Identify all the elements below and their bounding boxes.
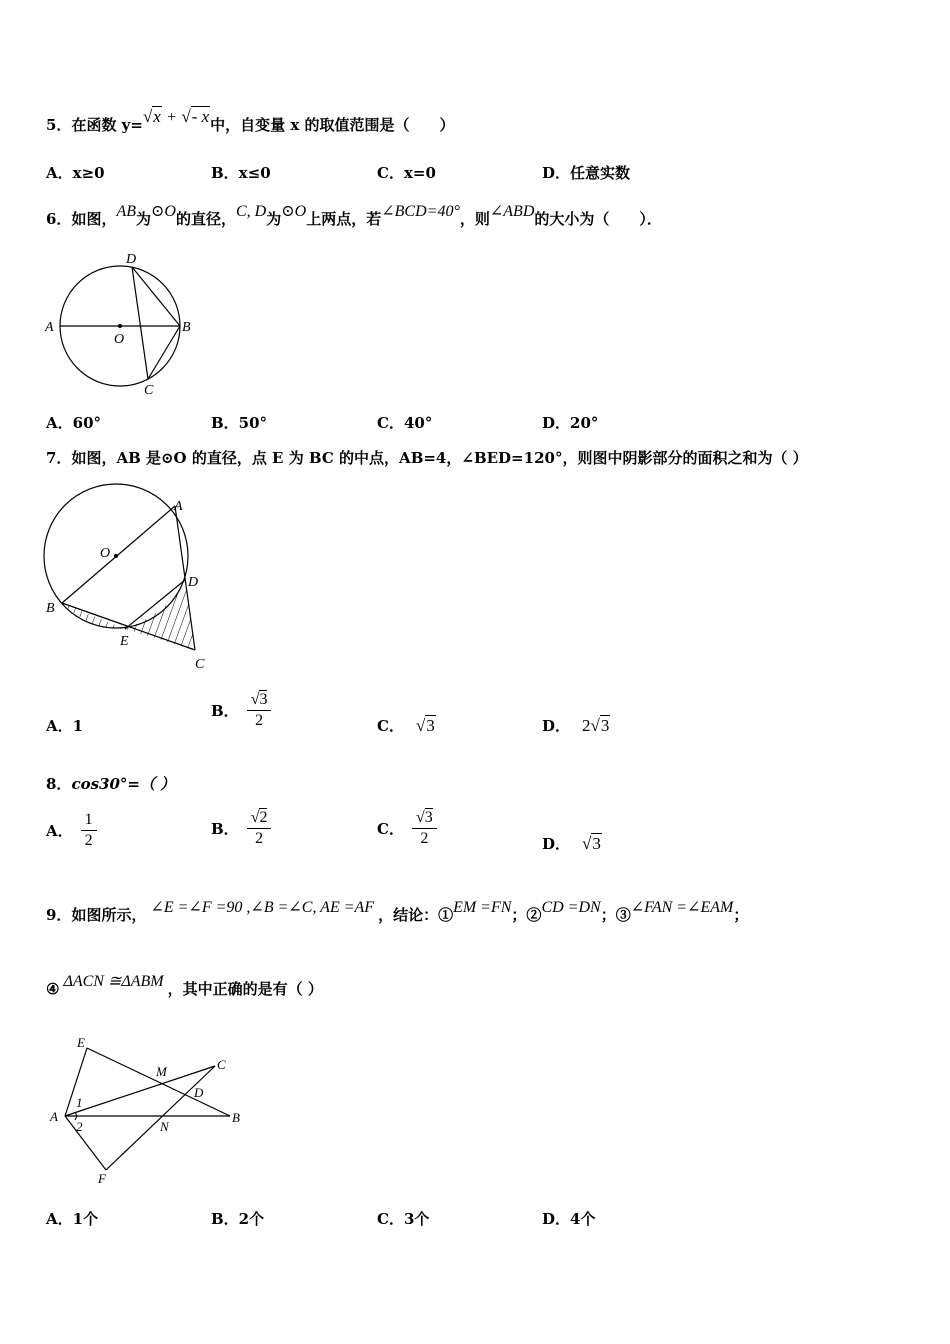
question-9 bbox=[46, 899, 749, 925]
label-b: B bbox=[46, 601, 55, 616]
question-number: 6． bbox=[46, 210, 72, 228]
q5-option-b[interactable]: B．x≤0 bbox=[211, 164, 271, 182]
q8-option-c[interactable]: C． $\frac{√3}{2}$ bbox=[377, 808, 437, 849]
q5-option-a[interactable]: A．x≥0 bbox=[46, 164, 105, 182]
fraction: $\frac{√3}{2}$ bbox=[247, 690, 272, 731]
label-c: C bbox=[217, 1057, 226, 1072]
question-text-tail: 中，自变量 x 的取值范围是（ ） bbox=[210, 116, 455, 134]
question-text: ；② bbox=[511, 906, 542, 924]
q6-option-c[interactable]: C．40° bbox=[377, 414, 433, 432]
q9-option-c[interactable]: C．3个 bbox=[377, 1210, 430, 1228]
q6-circle-figure bbox=[40, 248, 200, 398]
fraction: $\frac{√2}{2}$ bbox=[247, 808, 272, 849]
question-text: cos30°=（ ） bbox=[71, 775, 176, 793]
math-circle-o: ⊙O bbox=[281, 203, 307, 220]
math-conclusion-2: CD =DN bbox=[541, 899, 601, 916]
q5-option-c[interactable]: C．x=0 bbox=[377, 164, 436, 182]
question-text: ，其中正确的是有（ ） bbox=[167, 980, 323, 998]
math-conclusion-1: EM =FN bbox=[453, 899, 512, 916]
q9-triangle-figure bbox=[40, 1028, 250, 1188]
question-text: 为 bbox=[136, 210, 152, 228]
label-b: B bbox=[232, 1110, 240, 1125]
question-text: 在函数 y= bbox=[71, 116, 143, 134]
question-text: ，则 bbox=[459, 210, 490, 228]
question-text: 如图， bbox=[71, 210, 117, 228]
label-d: D bbox=[126, 252, 137, 267]
label-o: O bbox=[100, 546, 111, 561]
label-angle-2: 2 bbox=[76, 1119, 83, 1134]
label-a: A bbox=[50, 1109, 58, 1124]
question-7 bbox=[46, 447, 808, 468]
sqrt-expression-negative: √- x bbox=[181, 107, 210, 126]
label-e: E bbox=[77, 1035, 85, 1050]
question-text: ④ bbox=[46, 980, 60, 998]
label-e: E bbox=[120, 634, 129, 649]
label-d: D bbox=[194, 1085, 204, 1100]
label-a: A bbox=[45, 320, 54, 335]
q8-option-d[interactable]: D． √3 bbox=[542, 834, 601, 853]
question-text: ； bbox=[733, 906, 749, 924]
q7-circle-figure bbox=[40, 480, 220, 675]
label-d: D bbox=[188, 575, 199, 590]
fraction: $\frac{1}{2}$ bbox=[81, 810, 97, 851]
math-circle-o: ⊙O bbox=[151, 203, 176, 220]
question-number: 8． bbox=[46, 775, 72, 793]
plus-sign: + bbox=[167, 109, 177, 126]
label-m: M bbox=[156, 1064, 167, 1079]
q9-option-b[interactable]: B．2个 bbox=[211, 1210, 265, 1228]
label-o: O bbox=[114, 332, 125, 347]
q7-option-d[interactable]: D． 2√3 bbox=[542, 716, 610, 735]
math-angle-abd: ∠ABD bbox=[489, 203, 535, 220]
math-conclusion-3: ∠FAN =∠EAM bbox=[630, 899, 734, 916]
question-text: 的大小为（ ）． bbox=[534, 210, 662, 228]
question-text: 上两点，若 bbox=[306, 210, 382, 228]
question-number: 7． bbox=[46, 449, 72, 467]
label-angle-1: 1 bbox=[76, 1095, 83, 1110]
label-c: C bbox=[195, 657, 205, 672]
math-conclusion-4: ΔACN ≅ΔABM bbox=[63, 973, 164, 990]
question-number: 5． bbox=[46, 116, 72, 134]
q6-option-d[interactable]: D．20° bbox=[542, 414, 599, 432]
question-text: 如图所示， bbox=[71, 906, 147, 924]
question-6 bbox=[46, 203, 662, 229]
question-8 bbox=[46, 773, 175, 794]
label-a: A bbox=[174, 499, 183, 514]
fraction: $\frac{√3}{2}$ bbox=[412, 808, 437, 849]
q7-option-c[interactable]: C． √3 bbox=[377, 716, 435, 735]
q8-option-b[interactable]: B． $\frac{√2}{2}$ bbox=[211, 808, 271, 849]
q7-option-b[interactable]: B． $\frac{√3}{2}$ bbox=[211, 690, 271, 731]
question-text: ；③ bbox=[600, 906, 631, 924]
math-angle-bcd: ∠BCD=40° bbox=[381, 203, 460, 220]
question-text: 的直径， bbox=[175, 210, 236, 228]
q6-option-a[interactable]: A．60° bbox=[46, 414, 102, 432]
sqrt-expression: √x bbox=[142, 107, 161, 126]
q6-option-b[interactable]: B．50° bbox=[211, 414, 268, 432]
q8-option-a[interactable]: A． $\frac{1}{2}$ bbox=[46, 810, 97, 851]
question-9-line-2 bbox=[46, 973, 323, 999]
label-b: B bbox=[182, 320, 191, 335]
math-ab: AB bbox=[116, 203, 136, 220]
question-text: 如图，AB 是⊙O 的直径，点 E 为 BC 的中点，AB=4，∠BED=120°，则图中阴影部分的面积之和为（ ） bbox=[71, 449, 808, 467]
question-5 bbox=[46, 107, 455, 135]
q7-option-a[interactable]: A．1 bbox=[46, 717, 84, 735]
question-number: 9． bbox=[46, 906, 72, 924]
q9-option-d[interactable]: D．4个 bbox=[542, 1210, 596, 1228]
q9-option-a[interactable]: A．1个 bbox=[46, 1210, 99, 1228]
q5-option-d[interactable]: D．任意实数 bbox=[542, 164, 631, 182]
math-cd: C, D bbox=[236, 203, 267, 220]
label-f: F bbox=[98, 1171, 106, 1186]
question-text: 为 bbox=[266, 210, 282, 228]
label-c: C bbox=[144, 383, 154, 398]
question-text: ，结论：① bbox=[378, 906, 454, 924]
label-n: N bbox=[160, 1119, 169, 1134]
math-condition: ∠E =∠F =90 ,∠B =∠C, AE =AF bbox=[150, 899, 375, 916]
